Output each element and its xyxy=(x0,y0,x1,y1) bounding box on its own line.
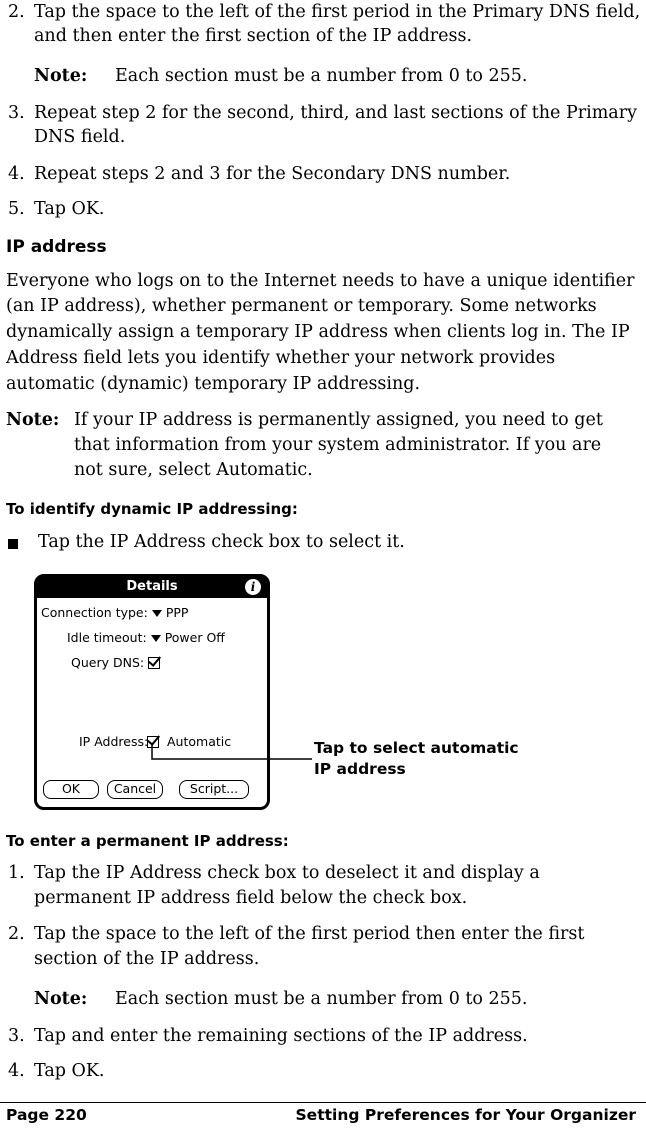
step-number: 2. xyxy=(8,2,25,22)
script-button[interactable]: Script... xyxy=(179,780,249,799)
step-text: Tap the space to the left of the first period in the Primary DNS field, xyxy=(34,2,641,22)
step-text: permanent IP address field below the check box. xyxy=(34,888,468,908)
callout-text-line-2: IP address xyxy=(314,760,406,778)
note-text: not sure, select Automatic. xyxy=(74,460,313,480)
paragraph-line: dynamically assign a temporary IP address when clients log in. The IP xyxy=(6,322,630,342)
step-number: 3. xyxy=(8,103,25,123)
note-label: Note: xyxy=(6,410,60,430)
step-text: Tap OK. xyxy=(34,1061,105,1081)
paragraph-line: (an IP address), whether permanent or temporary. Some networks xyxy=(6,296,597,316)
ok-button[interactable]: OK xyxy=(43,780,99,799)
step-text: Tap and enter the remaining sections of the IP address. xyxy=(34,1026,528,1046)
idle-timeout-row xyxy=(67,630,225,645)
procedure-heading: To enter a permanent IP address: xyxy=(6,832,289,850)
info-icon[interactable]: i xyxy=(245,579,261,595)
section-heading: IP address xyxy=(6,237,107,257)
paragraph-line: Everyone who logs on to the Internet needs to have a unique identifier xyxy=(6,271,635,291)
palm-details-screen xyxy=(34,574,270,810)
footer-rule xyxy=(0,1102,646,1103)
step-text: Tap the IP Address check box to deselect it and display a xyxy=(34,863,540,883)
callout-text-line-1: Tap to select automatic xyxy=(314,739,519,757)
query-dns-checkbox[interactable] xyxy=(148,657,160,669)
palm-title-bar xyxy=(37,577,267,598)
query-dns-label: Query DNS: xyxy=(71,655,145,670)
connection-type-label: Connection type: xyxy=(41,605,148,620)
note-text: If your IP address is permanently assigned, you need to get xyxy=(74,410,603,430)
step-text: Tap the space to the left of the first period then enter the first xyxy=(34,924,585,944)
bullet-text: Tap the IP Address check box to select it. xyxy=(38,532,405,552)
step-number: 5. xyxy=(8,199,25,219)
idle-timeout-label: Idle timeout: xyxy=(67,630,147,645)
cancel-button[interactable]: Cancel xyxy=(107,780,163,799)
step-text: Tap OK. xyxy=(34,199,105,219)
connection-type-row xyxy=(41,605,188,620)
note-label: Note: xyxy=(34,989,88,1009)
page-number: Page 220 xyxy=(6,1106,87,1124)
bullet-icon xyxy=(8,539,18,549)
step-text: section of the IP address. xyxy=(34,949,260,969)
step-text: DNS field. xyxy=(34,127,126,147)
running-footer-title: Setting Preferences for Your Organizer xyxy=(295,1106,636,1124)
note-text: that information from your system administrator. If you are xyxy=(74,435,602,455)
procedure-heading: To identify dynamic IP addressing: xyxy=(6,500,298,518)
step-text: Repeat steps 2 and 3 for the Secondary DNS number. xyxy=(34,164,511,184)
ip-address-label: IP Address: xyxy=(79,734,149,749)
step-text: and then enter the first section of the IP address. xyxy=(34,26,473,46)
paragraph-line: automatic (dynamic) temporary IP addressing. xyxy=(6,374,421,394)
ip-address-value: Automatic xyxy=(167,734,232,749)
step-number: 4. xyxy=(8,1061,25,1081)
palm-title: Details xyxy=(126,579,178,594)
note-label: Note: xyxy=(34,66,88,86)
callout-line xyxy=(140,735,320,765)
note-text: Each section must be a number from 0 to 255. xyxy=(115,66,528,86)
step-number: 3. xyxy=(8,1026,25,1046)
connection-type-value[interactable]: PPP xyxy=(165,605,189,620)
idle-timeout-value[interactable]: Power Off xyxy=(164,630,225,645)
step-number: 2. xyxy=(8,924,25,944)
step-number: 1. xyxy=(8,863,25,883)
note-text: Each section must be a number from 0 to 255. xyxy=(115,989,528,1009)
dropdown-arrow-icon[interactable] xyxy=(151,635,161,642)
paragraph-line: Address field lets you identify whether your network provides xyxy=(6,348,556,368)
step-number: 4. xyxy=(8,164,25,184)
dropdown-arrow-icon[interactable] xyxy=(152,610,162,617)
step-text: Repeat step 2 for the second, third, and last sections of the Primary xyxy=(34,103,637,123)
